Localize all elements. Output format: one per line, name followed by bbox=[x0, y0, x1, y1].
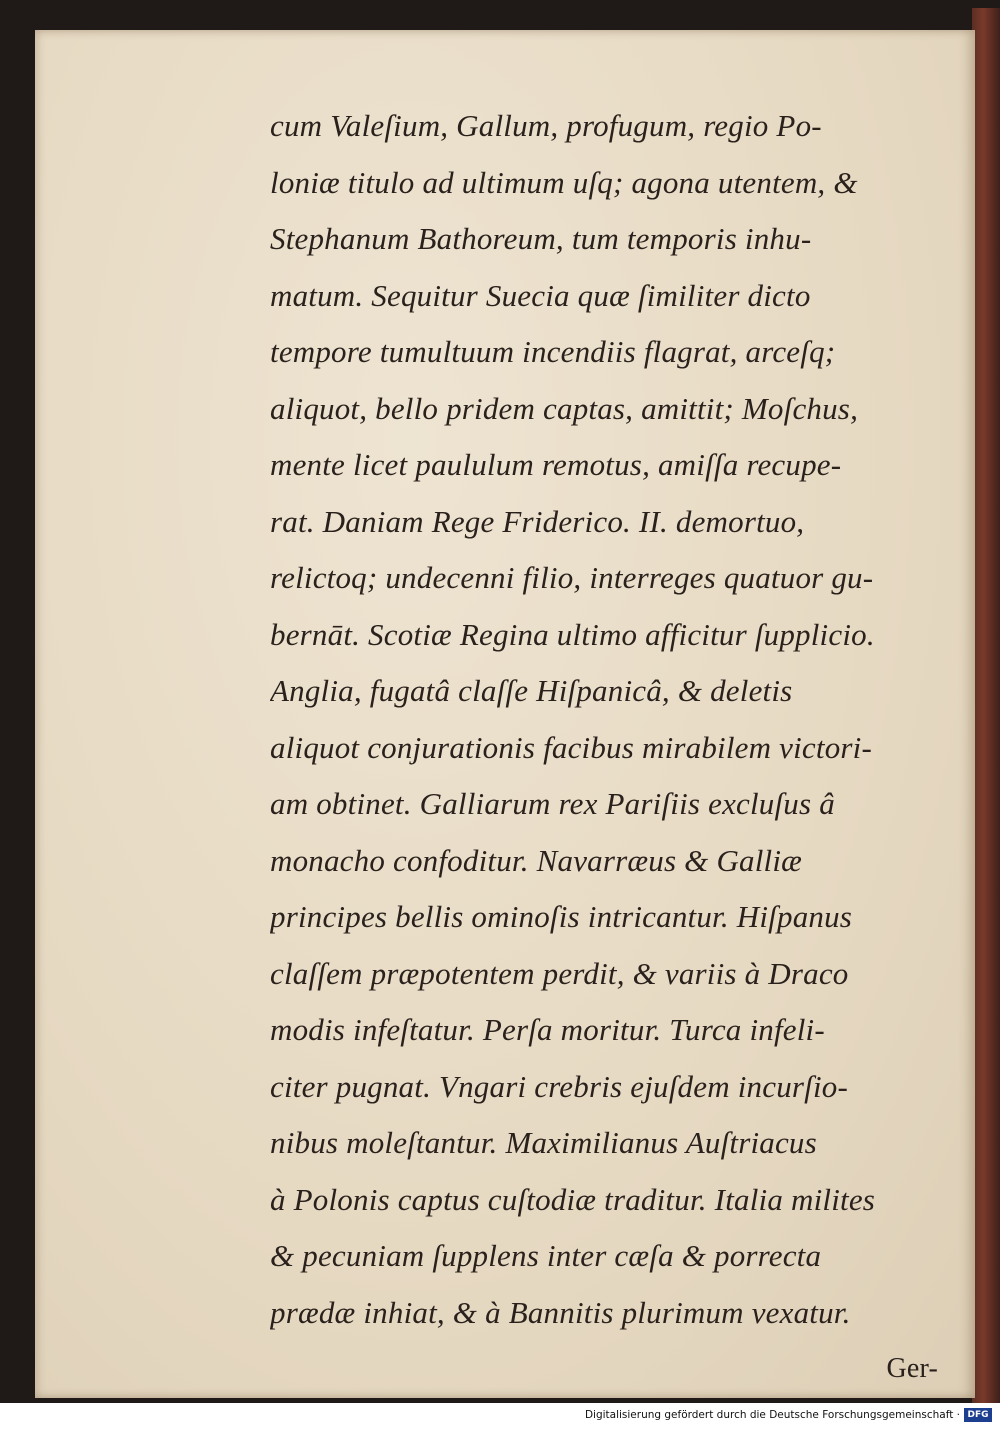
text-line: monacho confoditur. Navarræus & Galliæ bbox=[270, 842, 803, 878]
text-line: relictoq; undecenni filio, interreges quatuor gu- bbox=[270, 560, 874, 595]
text-line: tempore tumultuum incendiis flagrat, arceſq; bbox=[270, 334, 836, 369]
text-line: loniæ titulo ad ultimum uſq; agona utentem, & bbox=[270, 164, 858, 200]
dfg-logo-icon: DFG bbox=[964, 1408, 992, 1422]
text-line: principes bellis ominoſis intricantur. Hiſpanus bbox=[270, 899, 853, 934]
text-line: Stephanum Bathoreum, tum temporis inhu- bbox=[270, 221, 812, 256]
text-line: aliquot conjurationis facibus mirabilem victori- bbox=[270, 729, 873, 765]
text-line: matum. Sequitur Suecia quæ ſimiliter dicto bbox=[270, 277, 811, 313]
text-line: à Polonis captus cuſtodiæ traditur. Italia milites bbox=[270, 1181, 876, 1217]
text-line: am obtinet. Galliarum rex Pariſiis excluſus â bbox=[270, 786, 835, 821]
footer-credit: Digitalisierung gefördert durch die Deutsche Forschungsgemeinschaft · bbox=[584, 1409, 960, 1421]
book-edge bbox=[972, 8, 1000, 1403]
text-line: Anglia, fugatâ claſſe Hiſpanicâ, & deletis bbox=[270, 673, 793, 708]
page-text-block bbox=[270, 98, 950, 1398]
text-line: modis infeſtatur. Perſa moritur. Turca infeli- bbox=[270, 1012, 825, 1047]
digitization-footer bbox=[0, 1403, 1000, 1429]
text-line: claſſem præpotentem perdit, & variis à Draco bbox=[270, 955, 849, 991]
text-line: rat. Daniam Rege Friderico. II. demortuo, bbox=[270, 503, 805, 539]
text-line: & pecuniam ſupplens inter cæſa & porrecta bbox=[270, 1238, 822, 1273]
text-line: aliquot, bello pridem captas, amittit; Moſchus, bbox=[270, 390, 859, 426]
text-line: prædæ inhiat, & à Bannitis plurimum vexatur. bbox=[270, 1294, 851, 1330]
text-line: citer pugnat. Vngari crebris ejuſdem incurſio- bbox=[270, 1068, 849, 1104]
text-line: nibus moleſtantur. Maximilianus Auſtriacus bbox=[270, 1125, 817, 1160]
catchword: Ger- bbox=[886, 1353, 938, 1384]
text-line: cum Valeſium, Gallum, profugum, regio Po- bbox=[270, 108, 822, 143]
text-line: bernāt. Scotiæ Regina ultimo afficitur ſupplicio. bbox=[270, 616, 875, 652]
text-line: mente licet paululum remotus, amiſſa recupe- bbox=[270, 447, 842, 482]
